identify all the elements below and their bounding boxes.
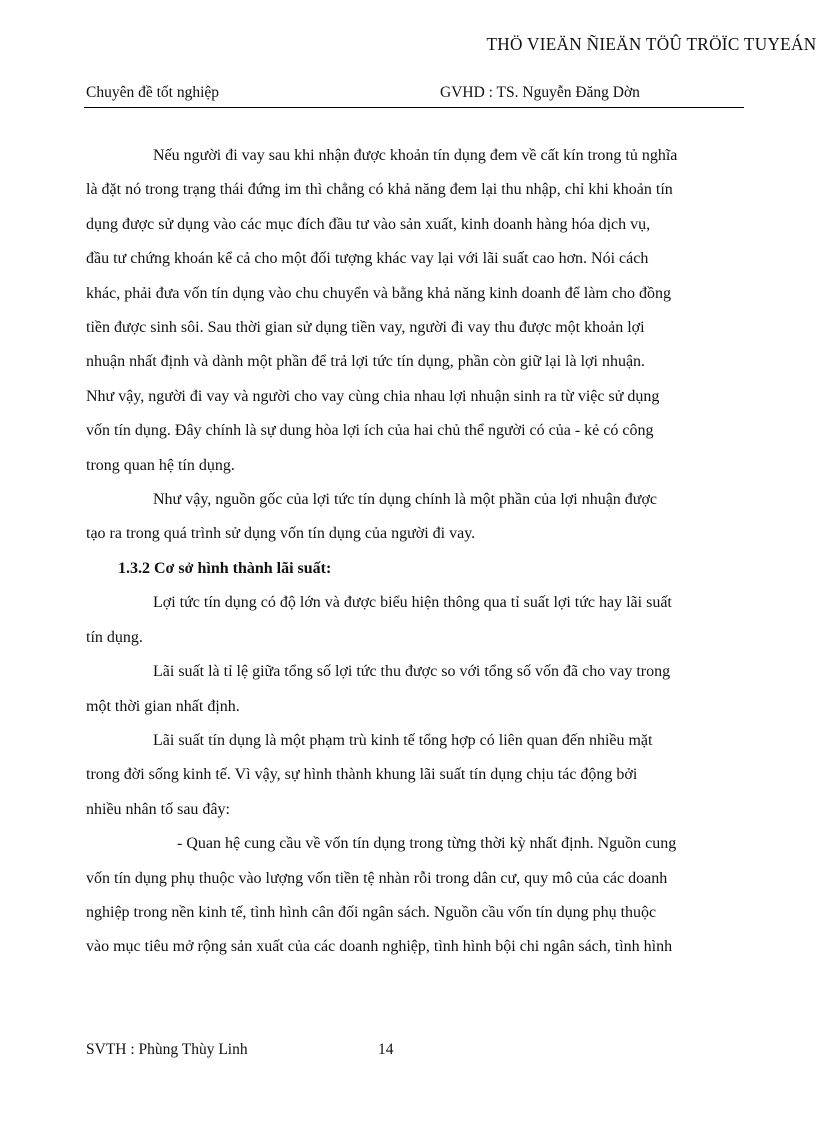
paragraph-1-line: nhuận nhất định và dành một phần để trả lợi tức tín dụng, phần còn giữ lại là lợi nhuận. xyxy=(86,353,646,371)
paragraph-1-line: là đặt nó trong trạng thái đứng im thì chẳng có khả năng đem lại thu nhập, chỉ khi khoản tín xyxy=(86,181,673,199)
paragraph-6-line: nghiệp trong nền kinh tế, tình hình cân đối ngân sách. Nguồn cầu vốn tín dụng phụ thuộc xyxy=(86,903,657,921)
paragraph-6-line: vốn tín dụng phụ thuộc vào lượng vốn tiền tệ nhàn rỗi trong dân cư, quy mô của các doanh xyxy=(86,869,668,887)
paragraph-1-line: khác, phải đưa vốn tín dụng vào chu chuyển và bằng khả năng kinh doanh để làm cho đồng xyxy=(86,284,671,302)
paragraph-3-line: tín dụng. xyxy=(86,628,143,646)
paragraph-6-line: vào mục tiêu mở rộng sản xuất của các doanh nghiệp, tình hình bội chi ngân sách, tình hình xyxy=(86,938,673,956)
paragraph-5-line: nhiều nhân tố sau đây: xyxy=(86,800,230,818)
paragraph-1-line: tiền được sinh sôi. Sau thời gian sử dụng tiền vay, người đi vay thu được một khoản lợi xyxy=(86,319,645,337)
paragraph-4-line: một thời gian nhất định. xyxy=(86,697,240,715)
paragraph-2-line: tạo ra trong quá trình sử dụng vốn tín dụng của người đi vay. xyxy=(86,525,476,543)
header-supervisor: GVHD : TS. Nguyễn Đăng Dờn xyxy=(440,84,640,101)
paragraph-1-line: dụng được sử dụng vào các mục đích đầu tư vào sản xuất, kinh doanh hàng hóa dịch vụ, xyxy=(86,215,651,233)
paragraph-5-line: trong đời sống kinh tế. Vì vậy, sự hình thành khung lãi suất tín dụng chịu tác động bởi xyxy=(86,766,638,784)
footer-author: SVTH : Phùng Thùy Linh xyxy=(86,1041,248,1058)
paragraph-1-line: đầu tư chứng khoán kể cả cho một đối tượng khác vay lại với lãi suất cao hơn. Nói cách xyxy=(86,250,649,268)
header-document-title: Chuyên đề tốt nghiệp xyxy=(86,84,220,101)
page-number: 14 xyxy=(378,1041,394,1058)
paragraph-4-line: Lãi suất là tỉ lệ giữa tổng số lợi tức thu được so với tổng số vốn đã cho vay trong xyxy=(153,663,671,681)
paragraph-2-line: Như vậy, nguồn gốc của lợi tức tín dụng chính là một phần của lợi nhuận được xyxy=(153,491,658,509)
paragraph-1-line: Như vậy, người đi vay và người cho vay cùng chia nhau lợi nhuận sinh ra từ việc sử dụng xyxy=(86,387,660,405)
section-heading: 1.3.2 Cơ sở hình thành lãi suất: xyxy=(118,559,332,577)
page-body xyxy=(86,139,740,965)
watermark-text: THÖ VIEÄN ÑIEÄN TÖÛ TRÖÏC TUYEÁN xyxy=(486,34,816,54)
header-divider xyxy=(84,107,744,108)
paragraph-6-line: - Quan hệ cung cầu về vốn tín dụng trong từng thời kỳ nhất định. Nguồn cung xyxy=(177,835,677,853)
paragraph-1-line: vốn tín dụng. Đây chính là sự dung hòa lợi ích của hai chủ thể người có của - kẻ có công xyxy=(86,422,654,440)
paragraph-1-line: trong quan hệ tín dụng. xyxy=(86,456,235,474)
paragraph-1-line: Nếu người đi vay sau khi nhận được khoản tín dụng đem về cất kín trong tủ nghĩa xyxy=(153,147,678,164)
paragraph-3-line: Lợi tức tín dụng có độ lớn và được biểu hiện thông qua tỉ suất lợi tức hay lãi suất xyxy=(153,594,672,612)
paragraph-5-line: Lãi suất tín dụng là một phạm trù kinh tế tổng hợp có liên quan đến nhiều mặt xyxy=(153,731,653,749)
